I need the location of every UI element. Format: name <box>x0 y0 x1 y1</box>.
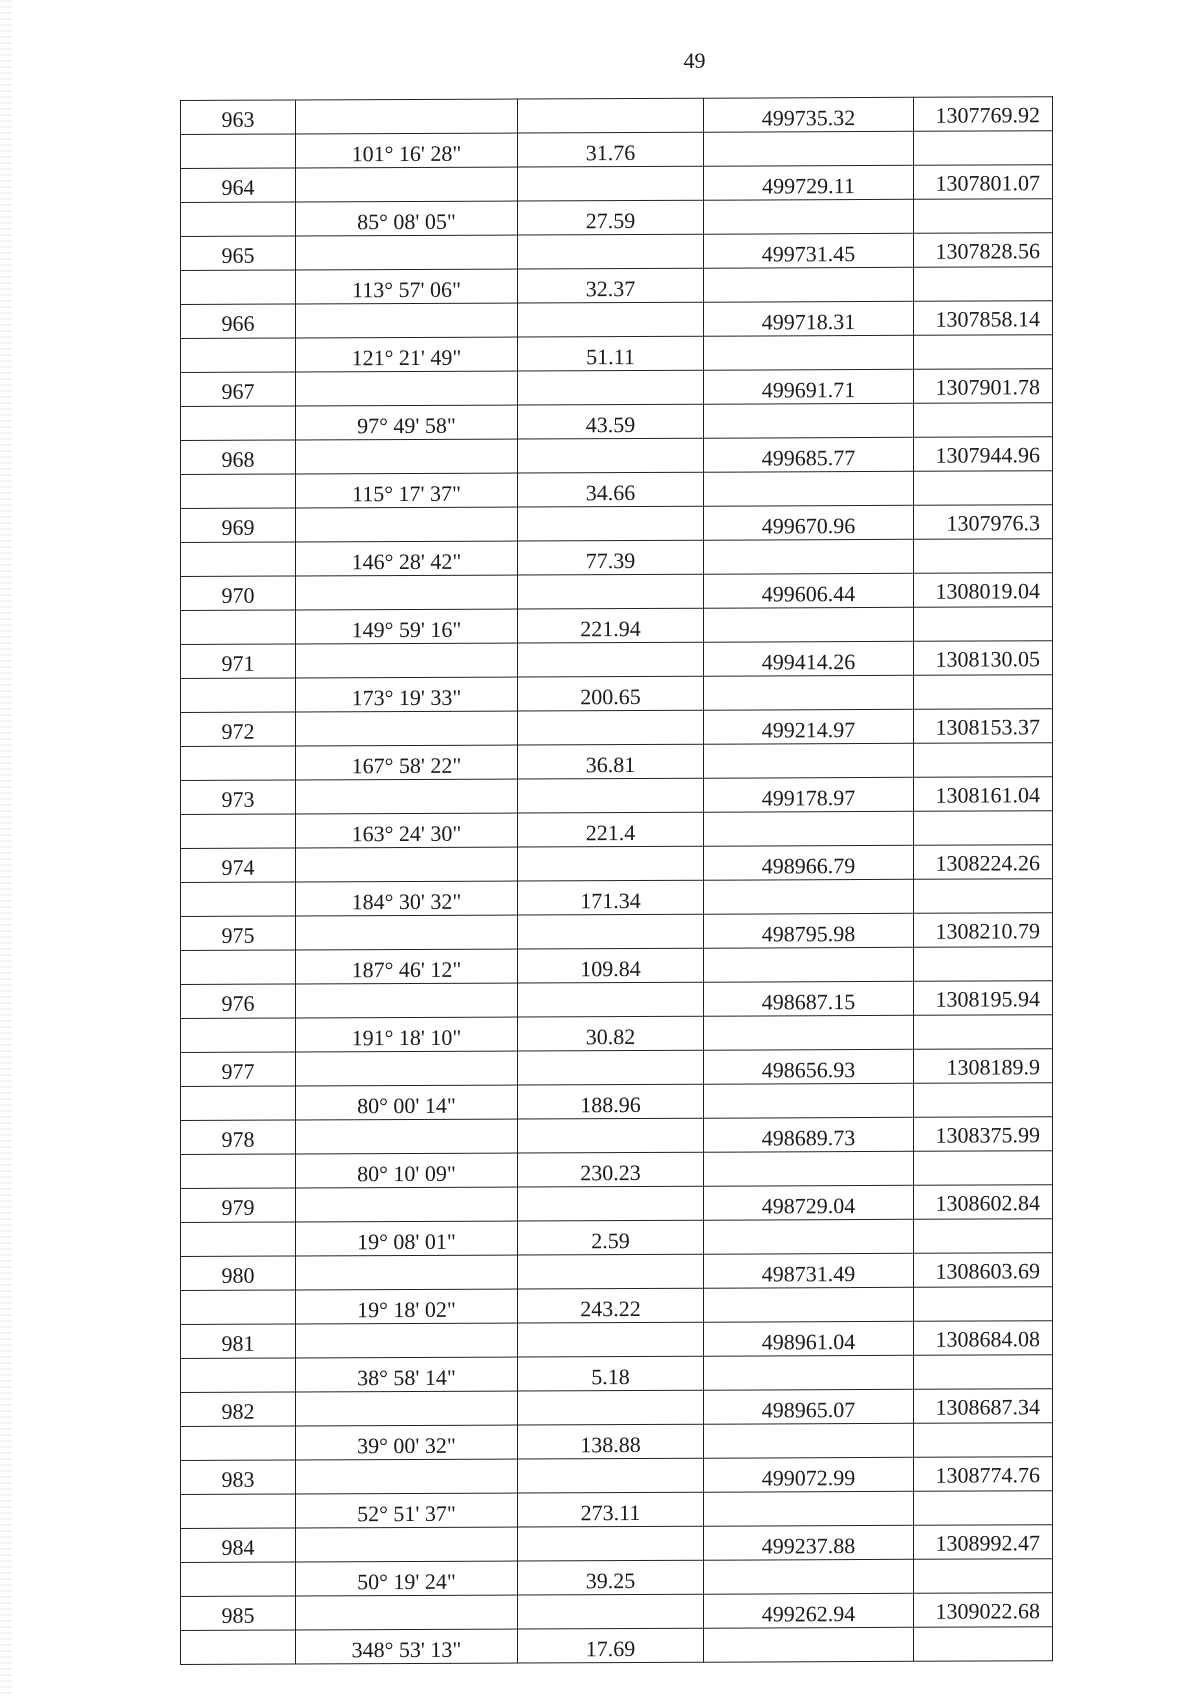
empty-cell <box>704 675 914 710</box>
empty-cell <box>914 1355 1053 1390</box>
empty-cell <box>704 1423 914 1458</box>
leg-row <box>181 1015 1053 1053</box>
leg-row <box>181 743 1053 781</box>
empty-cell <box>518 302 704 337</box>
station-number-cell: 972 <box>181 712 296 747</box>
station-number-cell: 963 <box>181 100 296 135</box>
distance-cell: 51.11 <box>518 336 704 371</box>
easting-cell: 1308603.69 <box>914 1253 1053 1288</box>
empty-cell <box>296 1255 518 1290</box>
survey-table <box>180 96 1053 1665</box>
empty-cell <box>296 847 518 882</box>
point-row <box>181 1457 1053 1495</box>
northing-cell: 498656.93 <box>704 1049 914 1084</box>
distance-cell: 221.94 <box>518 608 704 643</box>
point-row <box>181 505 1053 543</box>
point-row <box>181 233 1053 271</box>
easting-cell: 1307901.78 <box>914 369 1053 404</box>
point-row <box>181 1389 1053 1427</box>
station-number-cell: 971 <box>181 644 296 679</box>
distance-cell: 36.81 <box>518 744 704 779</box>
point-row <box>181 777 1053 815</box>
easting-cell: 1307769.92 <box>914 97 1053 132</box>
empty-cell <box>518 1526 704 1561</box>
distance-cell: 34.66 <box>518 472 704 507</box>
distance-cell: 221.4 <box>518 812 704 847</box>
empty-cell <box>914 947 1053 982</box>
empty-cell <box>914 335 1053 370</box>
distance-cell: 230.23 <box>518 1152 704 1187</box>
northing-cell: 498966.79 <box>704 845 914 880</box>
point-row <box>181 1049 1053 1087</box>
distance-cell: 138.88 <box>518 1424 704 1459</box>
easting-cell: 1308684.08 <box>914 1321 1053 1356</box>
distance-cell: 109.84 <box>518 948 704 983</box>
empty-cell <box>704 131 914 166</box>
distance-cell: 39.25 <box>518 1560 704 1595</box>
scan-edge <box>0 0 12 1697</box>
station-number-cell: 968 <box>181 440 296 475</box>
northing-cell: 499691.71 <box>704 369 914 404</box>
point-row <box>181 573 1053 611</box>
empty-cell <box>296 575 518 610</box>
point-row <box>181 1117 1053 1155</box>
easting-cell: 1307828.56 <box>914 233 1053 268</box>
empty-cell <box>518 914 704 949</box>
leg-row <box>181 1423 1053 1461</box>
bearing-cell: 97° 49' 58" <box>296 405 518 440</box>
empty-cell <box>296 1595 518 1630</box>
empty-cell <box>296 915 518 950</box>
point-row <box>181 981 1053 1019</box>
northing-cell: 499735.32 <box>704 97 914 132</box>
bearing-cell: 191° 18' 10" <box>296 1017 518 1052</box>
bearing-cell: 38° 58' 14" <box>296 1357 518 1392</box>
easting-cell: 1308774.76 <box>914 1457 1053 1492</box>
empty-cell <box>181 1494 296 1529</box>
point-row <box>181 165 1053 203</box>
leg-row <box>181 947 1053 985</box>
station-number-cell: 982 <box>181 1392 296 1427</box>
northing-cell: 499262.94 <box>704 1593 914 1628</box>
point-row <box>181 369 1053 407</box>
distance-cell: 243.22 <box>518 1288 704 1323</box>
empty-cell <box>704 743 914 778</box>
empty-cell <box>296 1527 518 1562</box>
point-row <box>181 1185 1053 1223</box>
point-row <box>181 1525 1053 1563</box>
station-number-cell: 983 <box>181 1460 296 1495</box>
empty-cell <box>518 574 704 609</box>
empty-cell <box>704 1287 914 1322</box>
bearing-cell: 149° 59' 16" <box>296 609 518 644</box>
distance-cell: 188.96 <box>518 1084 704 1119</box>
northing-cell: 499731.45 <box>704 233 914 268</box>
bearing-cell: 19° 08' 01" <box>296 1221 518 1256</box>
empty-cell <box>181 1222 296 1257</box>
empty-cell <box>704 199 914 234</box>
point-row <box>181 1253 1053 1291</box>
empty-cell <box>181 950 296 985</box>
bearing-cell: 80° 10' 09" <box>296 1153 518 1188</box>
easting-cell: 1308992.47 <box>914 1525 1053 1560</box>
distance-cell: 171.34 <box>518 880 704 915</box>
empty-cell <box>704 539 914 574</box>
point-row <box>181 709 1053 747</box>
station-number-cell: 985 <box>181 1596 296 1631</box>
empty-cell <box>914 403 1053 438</box>
empty-cell <box>518 234 704 269</box>
empty-cell <box>296 371 518 406</box>
empty-cell <box>181 1154 296 1189</box>
northing-cell: 499072.99 <box>704 1457 914 1492</box>
leg-row <box>181 607 1053 645</box>
bearing-cell: 348° 53' 13" <box>296 1629 518 1664</box>
leg-row <box>181 335 1053 373</box>
northing-cell: 499670.96 <box>704 505 914 540</box>
empty-cell <box>181 1426 296 1461</box>
empty-cell <box>518 438 704 473</box>
station-number-cell: 966 <box>181 304 296 339</box>
empty-cell <box>296 983 518 1018</box>
bearing-cell: 50° 19' 24" <box>296 1561 518 1596</box>
easting-cell: 1308189.9 <box>914 1049 1053 1084</box>
easting-cell: 1309022.68 <box>914 1593 1053 1628</box>
empty-cell <box>518 166 704 201</box>
empty-cell <box>181 1562 296 1597</box>
empty-cell <box>914 1083 1053 1118</box>
empty-cell <box>704 607 914 642</box>
leg-row <box>181 879 1053 917</box>
easting-cell: 1307858.14 <box>914 301 1053 336</box>
easting-cell: 1307801.07 <box>914 165 1053 200</box>
bearing-cell: 19° 18' 02" <box>296 1289 518 1324</box>
leg-row <box>181 403 1053 441</box>
leg-row <box>181 1491 1053 1529</box>
station-number-cell: 980 <box>181 1256 296 1291</box>
station-number-cell: 969 <box>181 508 296 543</box>
bearing-cell: 113° 57' 06" <box>296 269 518 304</box>
point-row <box>181 1593 1053 1631</box>
empty-cell <box>518 98 704 133</box>
station-number-cell: 964 <box>181 168 296 203</box>
bearing-cell: 184° 30' 32" <box>296 881 518 916</box>
easting-cell: 1308019.04 <box>914 573 1053 608</box>
empty-cell <box>181 1630 296 1665</box>
empty-cell <box>518 1254 704 1289</box>
empty-cell <box>914 539 1053 574</box>
empty-cell <box>518 1390 704 1425</box>
empty-cell <box>181 134 296 169</box>
northing-cell: 498795.98 <box>704 913 914 948</box>
station-number-cell: 981 <box>181 1324 296 1359</box>
easting-cell: 1308375.99 <box>914 1117 1053 1152</box>
empty-cell <box>518 1050 704 1085</box>
empty-cell <box>296 507 518 542</box>
station-number-cell: 970 <box>181 576 296 611</box>
bearing-cell: 39° 00' 32" <box>296 1425 518 1460</box>
empty-cell <box>914 1015 1053 1050</box>
bearing-cell: 80° 00' 14" <box>296 1085 518 1120</box>
empty-cell <box>181 270 296 305</box>
empty-cell <box>914 1287 1053 1322</box>
leg-row <box>181 675 1053 713</box>
easting-cell: 1308687.34 <box>914 1389 1053 1424</box>
distance-cell: 27.59 <box>518 200 704 235</box>
empty-cell <box>296 439 518 474</box>
empty-cell <box>181 542 296 577</box>
empty-cell <box>704 1355 914 1390</box>
empty-cell <box>518 506 704 541</box>
distance-cell: 5.18 <box>518 1356 704 1391</box>
northing-cell: 499729.11 <box>704 165 914 200</box>
empty-cell <box>296 1119 518 1154</box>
empty-cell <box>518 1594 704 1629</box>
bearing-cell: 101° 16' 28" <box>296 133 518 168</box>
leg-row <box>181 199 1053 237</box>
empty-cell <box>296 1391 518 1426</box>
northing-cell: 499606.44 <box>704 573 914 608</box>
empty-cell <box>296 1323 518 1358</box>
empty-cell <box>914 743 1053 778</box>
easting-cell: 1308602.84 <box>914 1185 1053 1220</box>
station-number-cell: 978 <box>181 1120 296 1155</box>
empty-cell <box>518 710 704 745</box>
station-number-cell: 979 <box>181 1188 296 1223</box>
point-row <box>181 97 1053 135</box>
empty-cell <box>704 267 914 302</box>
empty-cell <box>704 947 914 982</box>
northing-cell: 498689.73 <box>704 1117 914 1152</box>
point-row <box>181 845 1053 883</box>
empty-cell <box>518 846 704 881</box>
empty-cell <box>181 202 296 237</box>
leg-row <box>181 1627 1053 1665</box>
empty-cell <box>914 879 1053 914</box>
page-number: 49 <box>683 48 706 73</box>
leg-row <box>181 811 1053 849</box>
easting-cell: 1307976.3 <box>914 505 1053 540</box>
empty-cell <box>181 1290 296 1325</box>
empty-cell <box>914 811 1053 846</box>
distance-cell: 30.82 <box>518 1016 704 1051</box>
empty-cell <box>914 471 1053 506</box>
empty-cell <box>704 811 914 846</box>
empty-cell <box>704 335 914 370</box>
empty-cell <box>296 711 518 746</box>
bearing-cell: 85° 08' 05" <box>296 201 518 236</box>
empty-cell <box>296 643 518 678</box>
empty-cell <box>181 746 296 781</box>
leg-row <box>181 539 1053 577</box>
empty-cell <box>914 1151 1053 1186</box>
bearing-cell: 173° 19' 33" <box>296 677 518 712</box>
empty-cell <box>914 607 1053 642</box>
empty-cell <box>914 1491 1053 1526</box>
distance-cell: 31.76 <box>518 132 704 167</box>
point-row <box>181 641 1053 679</box>
empty-cell <box>181 474 296 509</box>
station-number-cell: 984 <box>181 1528 296 1563</box>
distance-cell: 273.11 <box>518 1492 704 1527</box>
easting-cell: 1308130.05 <box>914 641 1053 676</box>
leg-row <box>181 1355 1053 1393</box>
empty-cell <box>181 406 296 441</box>
empty-cell <box>704 1083 914 1118</box>
distance-cell: 32.37 <box>518 268 704 303</box>
empty-cell <box>914 1423 1053 1458</box>
northing-cell: 499718.31 <box>704 301 914 336</box>
empty-cell <box>181 1358 296 1393</box>
distance-cell: 17.69 <box>518 1628 704 1663</box>
bearing-cell: 163° 24' 30" <box>296 813 518 848</box>
station-number-cell: 975 <box>181 916 296 951</box>
northing-cell: 499214.97 <box>704 709 914 744</box>
easting-cell: 1308153.37 <box>914 709 1053 744</box>
empty-cell <box>914 1219 1053 1254</box>
empty-cell <box>704 1559 914 1594</box>
empty-cell <box>181 814 296 849</box>
leg-row <box>181 1219 1053 1257</box>
northing-cell: 498731.49 <box>704 1253 914 1288</box>
empty-cell <box>518 982 704 1017</box>
empty-cell <box>914 1627 1053 1662</box>
distance-cell: 77.39 <box>518 540 704 575</box>
empty-cell <box>704 471 914 506</box>
easting-cell: 1308210.79 <box>914 913 1053 948</box>
empty-cell <box>914 199 1053 234</box>
northing-cell: 499178.97 <box>704 777 914 812</box>
northing-cell: 499685.77 <box>704 437 914 472</box>
survey-table-body <box>181 97 1053 1665</box>
point-row <box>181 1321 1053 1359</box>
empty-cell <box>518 370 704 405</box>
leg-row <box>181 131 1053 169</box>
empty-cell <box>704 1627 914 1662</box>
easting-cell: 1308224.26 <box>914 845 1053 880</box>
empty-cell <box>518 1118 704 1153</box>
empty-cell <box>704 403 914 438</box>
northing-cell: 499414.26 <box>704 641 914 676</box>
empty-cell <box>914 131 1053 166</box>
empty-cell <box>181 1086 296 1121</box>
leg-row <box>181 1287 1053 1325</box>
station-number-cell: 965 <box>181 236 296 271</box>
empty-cell <box>518 778 704 813</box>
northing-cell: 498965.07 <box>704 1389 914 1424</box>
leg-row <box>181 1151 1053 1189</box>
empty-cell <box>181 1018 296 1053</box>
empty-cell <box>704 1491 914 1526</box>
station-number-cell: 977 <box>181 1052 296 1087</box>
empty-cell <box>296 99 518 134</box>
northing-cell: 498961.04 <box>704 1321 914 1356</box>
bearing-cell: 115° 17' 37" <box>296 473 518 508</box>
empty-cell <box>704 1151 914 1186</box>
station-number-cell: 976 <box>181 984 296 1019</box>
point-row <box>181 437 1053 475</box>
bearing-cell: 52° 51' 37" <box>296 1493 518 1528</box>
leg-row <box>181 1559 1053 1597</box>
easting-cell: 1307944.96 <box>914 437 1053 472</box>
empty-cell <box>296 303 518 338</box>
distance-cell: 43.59 <box>518 404 704 439</box>
empty-cell <box>704 1015 914 1050</box>
empty-cell <box>181 610 296 645</box>
empty-cell <box>518 1458 704 1493</box>
leg-row <box>181 1083 1053 1121</box>
empty-cell <box>181 678 296 713</box>
empty-cell <box>296 779 518 814</box>
bearing-cell: 146° 28' 42" <box>296 541 518 576</box>
easting-cell: 1308161.04 <box>914 777 1053 812</box>
distance-cell: 2.59 <box>518 1220 704 1255</box>
empty-cell <box>518 1186 704 1221</box>
leg-row <box>181 471 1053 509</box>
station-number-cell: 973 <box>181 780 296 815</box>
empty-cell <box>296 1459 518 1494</box>
leg-row <box>181 267 1053 305</box>
bearing-cell: 167° 58' 22" <box>296 745 518 780</box>
empty-cell <box>296 167 518 202</box>
distance-cell: 200.65 <box>518 676 704 711</box>
bearing-cell: 187° 46' 12" <box>296 949 518 984</box>
empty-cell <box>914 1559 1053 1594</box>
empty-cell <box>296 235 518 270</box>
bearing-cell: 121° 21' 49" <box>296 337 518 372</box>
empty-cell <box>704 879 914 914</box>
empty-cell <box>518 642 704 677</box>
point-row <box>181 913 1053 951</box>
northing-cell: 498687.15 <box>704 981 914 1016</box>
northing-cell: 499237.88 <box>704 1525 914 1560</box>
empty-cell <box>518 1322 704 1357</box>
station-number-cell: 967 <box>181 372 296 407</box>
empty-cell <box>181 338 296 373</box>
empty-cell <box>181 882 296 917</box>
easting-cell: 1308195.94 <box>914 981 1053 1016</box>
empty-cell <box>296 1187 518 1222</box>
empty-cell <box>914 267 1053 302</box>
empty-cell <box>296 1051 518 1086</box>
empty-cell <box>704 1219 914 1254</box>
northing-cell: 498729.04 <box>704 1185 914 1220</box>
point-row <box>181 301 1053 339</box>
station-number-cell: 974 <box>181 848 296 883</box>
empty-cell <box>914 675 1053 710</box>
